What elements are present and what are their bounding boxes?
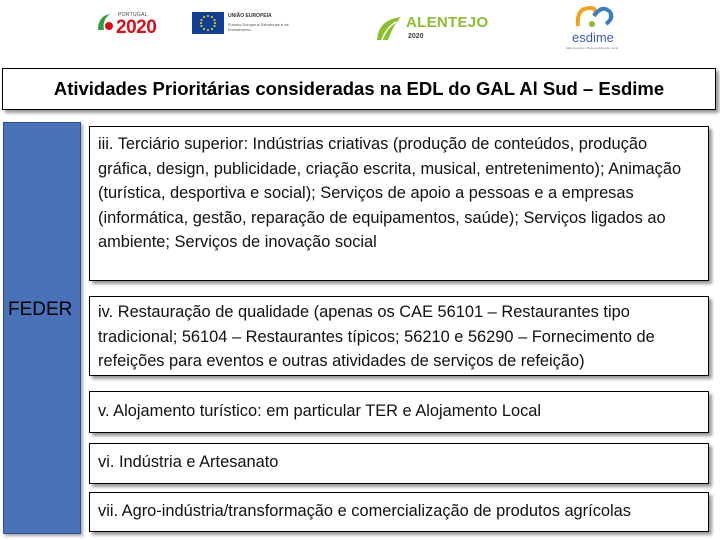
activity-item-vi: vi. Indústria e Artesanato xyxy=(89,443,709,484)
eu-title: UNIÃO EUROPEIA xyxy=(228,13,272,19)
activity-item-iii: iii. Terciário superior: Indústrias criativas (produção de conteúdos, produção gráfica, design, publicidade, criação escrita, musical, entretenimento); Animação (turística, desportiva e social); Serviços de apoio a pessoas e a empresas (informática, gestão, reparação de equipamentos, saúde); Serviços ligados ao ambiente; Serviços de inovação social xyxy=(89,126,709,281)
activity-item-iv: iv. Restauração de qualidade (apenas os CAE 56101 – Restaurantes tipo tradicional; 56104 – Restaurantes típicos; 56210 e 56290 – Fornecimento de refeições para eventos e outras atividades de serviços de refeição) xyxy=(89,296,709,376)
alentejo-leaf-icon xyxy=(374,14,404,44)
eu-flag-icon xyxy=(192,12,224,34)
activity-item-v: v. Alojamento turístico: em particular TER e Alojamento Local xyxy=(89,391,709,433)
esdime-logo xyxy=(560,2,632,50)
esdime-subtitle: Agência para o Desenvolvimento Local xyxy=(566,46,619,50)
portugal-2020-logo xyxy=(96,10,186,42)
feder-sidebar-block xyxy=(3,122,81,534)
portugal-2020-mark-icon xyxy=(96,12,114,34)
esdime-swirl-icon xyxy=(572,2,616,30)
feder-label: FEDER xyxy=(8,299,73,320)
alentejo-name: ALENTEJO xyxy=(406,14,489,31)
esdime-name: esdime xyxy=(572,30,614,45)
portugal-2020-small-text: PORTUGAL xyxy=(118,12,148,18)
logo-bar xyxy=(0,0,720,64)
eu-logo xyxy=(192,12,290,40)
eu-subtitle: Fundos Europeus Estruturais e de Investimento xyxy=(228,22,289,32)
page-title: Atividades Prioritárias consideradas na EDL do GAL Al Sud – Esdime xyxy=(2,68,716,110)
alentejo-year: 2020 xyxy=(408,33,424,40)
portugal-2020-year: 2020 xyxy=(116,17,157,38)
activity-item-vii: vii. Agro-indústria/transformação e comercialização de produtos agrícolas xyxy=(89,492,709,532)
alentejo-2020-logo xyxy=(374,12,489,46)
